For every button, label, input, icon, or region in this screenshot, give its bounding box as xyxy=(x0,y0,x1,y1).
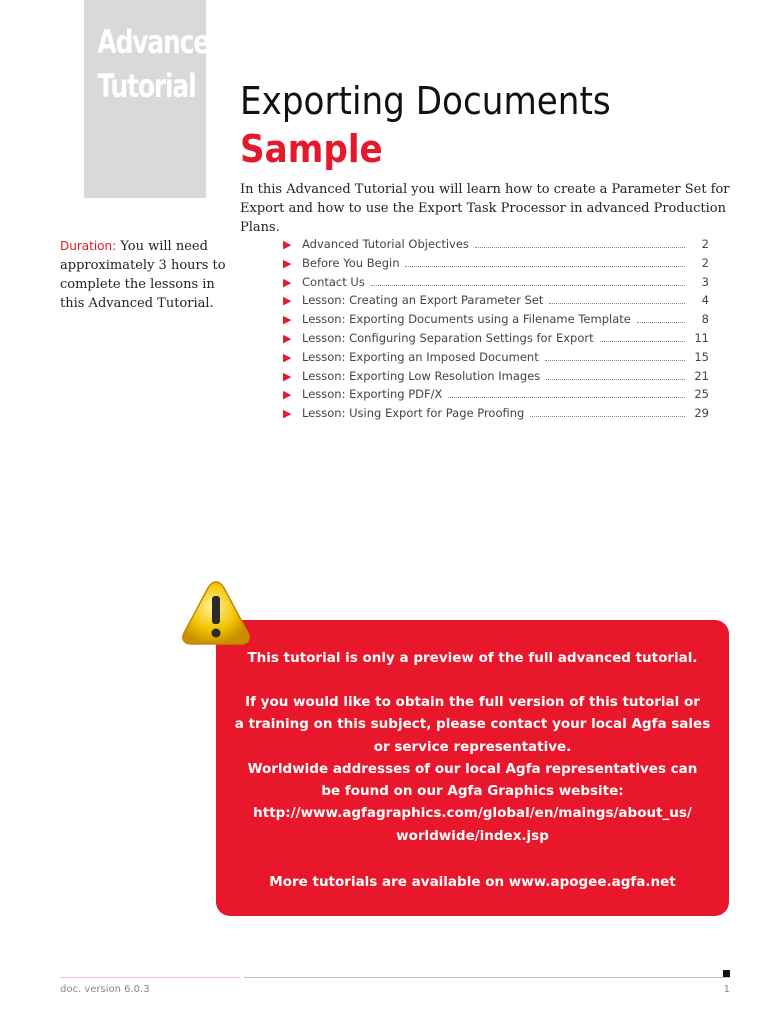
toc-item-page: 11 xyxy=(694,330,709,345)
triangle-right-icon: ▶ xyxy=(283,369,292,383)
footer-marker xyxy=(723,970,730,977)
notice-headline: This tutorial is only a preview of the full advanced tutorial. xyxy=(247,650,698,666)
toc-item-page: 8 xyxy=(701,312,709,327)
toc-leader xyxy=(600,340,685,342)
toc-item[interactable] xyxy=(283,256,709,275)
toc-leader xyxy=(545,359,685,361)
toc-leader xyxy=(448,396,685,398)
triangle-right-icon: ▶ xyxy=(283,256,292,270)
intro-paragraph: In this Advanced Tutorial you will learn how to create a Parameter Set for Export and how to use the Export Task Processor in advanced Production Plans. xyxy=(240,182,730,235)
triangle-right-icon: ▶ xyxy=(283,313,292,327)
toc-item-label: Lesson: Exporting PDF/X xyxy=(302,387,443,402)
toc-item-label: Lesson: Creating an Export Parameter Set xyxy=(302,293,544,308)
toc-item-page: 2 xyxy=(701,255,709,270)
notice-line: or service representative. xyxy=(373,738,572,755)
notice-line: Worldwide addresses of our local Agfa representatives can xyxy=(247,760,698,777)
toc-item[interactable] xyxy=(283,293,709,312)
notice-footer[interactable]: More tutorials are available on www.apogee.agfa.net xyxy=(269,874,676,890)
toc-item[interactable] xyxy=(283,369,709,388)
triangle-right-icon: ▶ xyxy=(283,331,292,345)
toc-item-page: 4 xyxy=(701,293,709,308)
triangle-right-icon: ▶ xyxy=(283,407,292,421)
triangle-right-icon: ▶ xyxy=(283,350,292,364)
toc-item[interactable] xyxy=(283,331,709,350)
toc-item[interactable] xyxy=(283,406,709,425)
toc-item-label: Lesson: Using Export for Page Proofing xyxy=(302,406,525,421)
footer-rule xyxy=(60,977,240,978)
toc-item[interactable] xyxy=(283,275,709,294)
toc-item-label: Advanced Tutorial Objectives xyxy=(302,237,469,251)
triangle-right-icon: ▶ xyxy=(283,388,292,402)
notice-url-line[interactable]: http://www.agfagraphics.com/global/en/maings/about_us/ xyxy=(253,805,692,822)
toc-leader xyxy=(405,265,685,267)
duration-label: Duration: xyxy=(60,239,117,253)
toc-item[interactable] xyxy=(283,350,709,369)
toc-item[interactable] xyxy=(283,237,709,256)
table-of-contents xyxy=(283,237,709,425)
doc-version: doc. version 6.0.3 xyxy=(60,984,150,995)
toc-item-page: 15 xyxy=(694,349,709,364)
side-tab-line2: Tutorial xyxy=(97,67,196,105)
toc-item-label: Before You Begin xyxy=(302,255,400,270)
toc-leader xyxy=(546,378,685,380)
notice-line: be found on our Agfa Graphics website: xyxy=(321,783,624,800)
toc-leader xyxy=(475,246,685,248)
toc-item-page: 21 xyxy=(694,368,709,383)
side-tab-line1: Advanced xyxy=(97,23,226,61)
toc-item-label: Contact Us xyxy=(302,274,365,289)
toc-item-label: Lesson: Exporting Low Resolution Images xyxy=(302,368,541,383)
duration-text: You will need approximately 3 hours to complete the lessons in this Advanced Tutorial. xyxy=(60,239,226,311)
toc-leader xyxy=(549,302,685,304)
toc-leader xyxy=(530,415,685,417)
toc-leader xyxy=(371,284,685,286)
footer-rule xyxy=(244,977,730,978)
toc-leader xyxy=(637,321,685,323)
toc-item-page: 2 xyxy=(701,237,709,251)
preview-notice xyxy=(216,620,729,916)
toc-item-label: Lesson: Exporting an Imposed Document xyxy=(302,349,539,364)
toc-item[interactable] xyxy=(283,387,709,406)
page-subtitle: Sample xyxy=(240,127,383,171)
page-title: Exporting Documents xyxy=(240,79,611,123)
toc-item-page: 29 xyxy=(694,406,709,421)
page-number: 1 xyxy=(723,984,730,995)
notice-line: If you would like to obtain the full version of this tutorial or xyxy=(245,694,700,710)
toc-item-label: Lesson: Configuring Separation Settings for Export xyxy=(302,330,594,345)
triangle-right-icon: ▶ xyxy=(283,275,292,289)
toc-item[interactable] xyxy=(283,312,709,331)
notice-line: a training on this subject, please contact your local Agfa sales xyxy=(234,716,711,733)
side-tab xyxy=(84,0,226,198)
toc-item-page: 3 xyxy=(701,274,709,289)
triangle-right-icon: ▶ xyxy=(283,238,292,251)
toc-item-page: 25 xyxy=(694,387,709,402)
triangle-right-icon: ▶ xyxy=(283,294,292,308)
warning-icon xyxy=(180,578,252,650)
notice-url-line[interactable]: worldwide/index.jsp xyxy=(396,827,549,844)
toc-item-label: Lesson: Exporting Documents using a Filename Template xyxy=(302,312,631,327)
duration-note xyxy=(60,237,240,313)
notice-body xyxy=(216,691,729,847)
